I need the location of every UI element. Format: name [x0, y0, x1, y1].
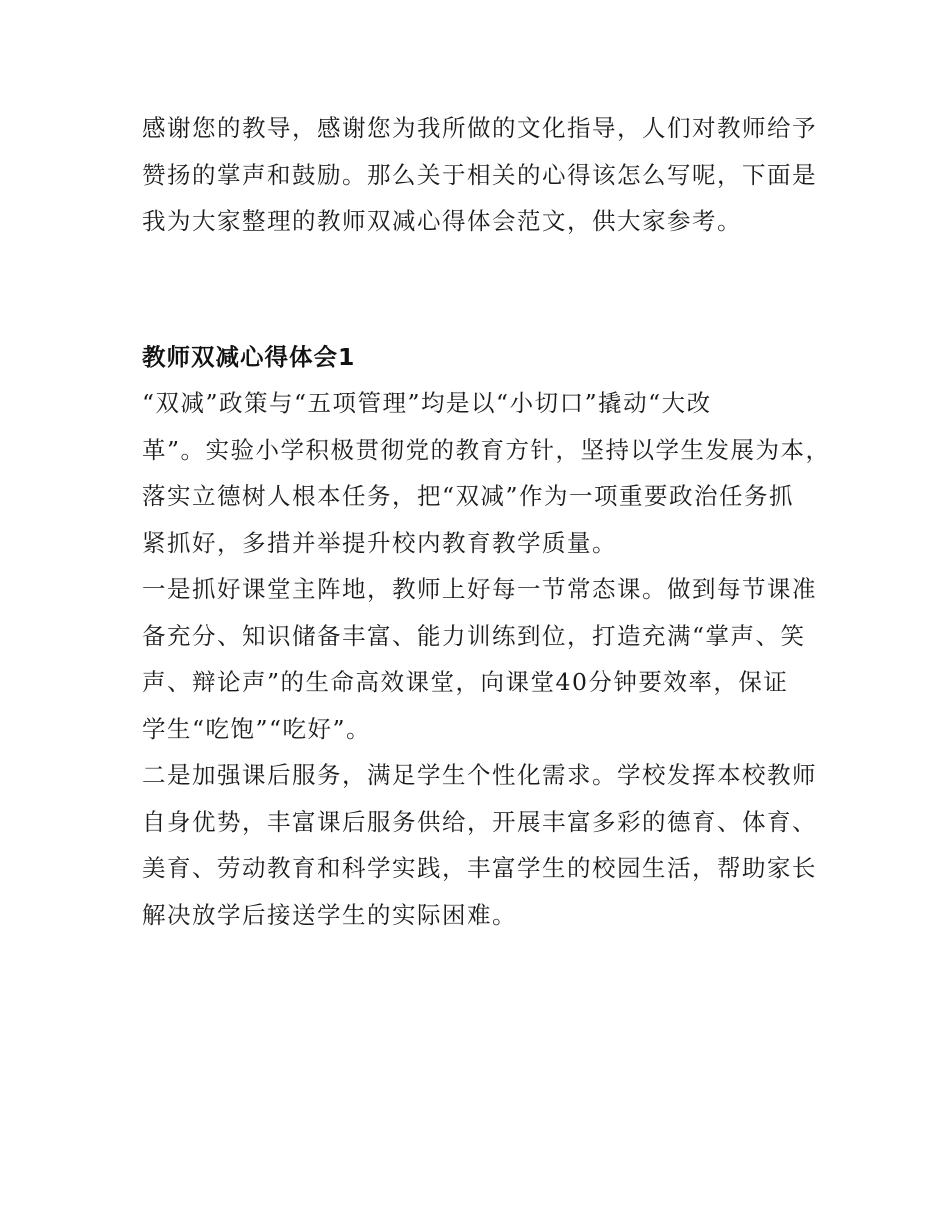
- intro-line: 赞扬的掌声和鼓励。那么关于相关的心得该怎么写呢，下面是: [142, 160, 817, 189]
- body-line: 紧抓好，多措并举提升校内教育教学质量。: [142, 528, 617, 557]
- body-line: 学生“吃饱”“吃好”。: [142, 714, 372, 743]
- body-line: 备充分、知识储备丰富、能力训练到位，打造充满“掌声、笑: [142, 621, 806, 650]
- body-line: 二是加强课后服务，满足学生个性化需求。学校发挥本校教师: [142, 761, 817, 789]
- body-line: 美育、劳动教育和科学实践，丰富学生的校园生活，帮助家长: [142, 854, 817, 882]
- intro-line: 我为大家整理的教师双减心得体会范文，供大家参考。: [142, 207, 742, 235]
- body-line: 落实立德树人根本任务，把“双减”作为一项重要政治任务抓: [142, 482, 795, 510]
- body-line: 一是抓好课堂主阵地，教师上好每一节常态课。做到每节课准: [142, 575, 817, 603]
- section-heading: 教师双减心得体会1: [142, 343, 356, 371]
- body-line: “双减”政策与“五项管理”均是以“小切口”撬动“大改: [142, 389, 712, 417]
- body-line: 解决放学后接送学生的实际困难。: [142, 900, 517, 929]
- body-text: [142, 380, 831, 938]
- intro-line: 感谢您的教导，感谢您为我所做的文化指导，人们对教师给予: [142, 114, 817, 142]
- intro-paragraph: [142, 105, 822, 245]
- body-line: 革”。实验小学积极贯彻党的教育方针，坚持以学生发展为本，: [142, 435, 831, 464]
- body-line: 声、辩论声”的生命高效课堂，向课堂40分钟要效率，保证: [142, 668, 789, 696]
- body-line: 自身优势，丰富课后服务供给，开展丰富多彩的德育、体育、: [142, 807, 817, 836]
